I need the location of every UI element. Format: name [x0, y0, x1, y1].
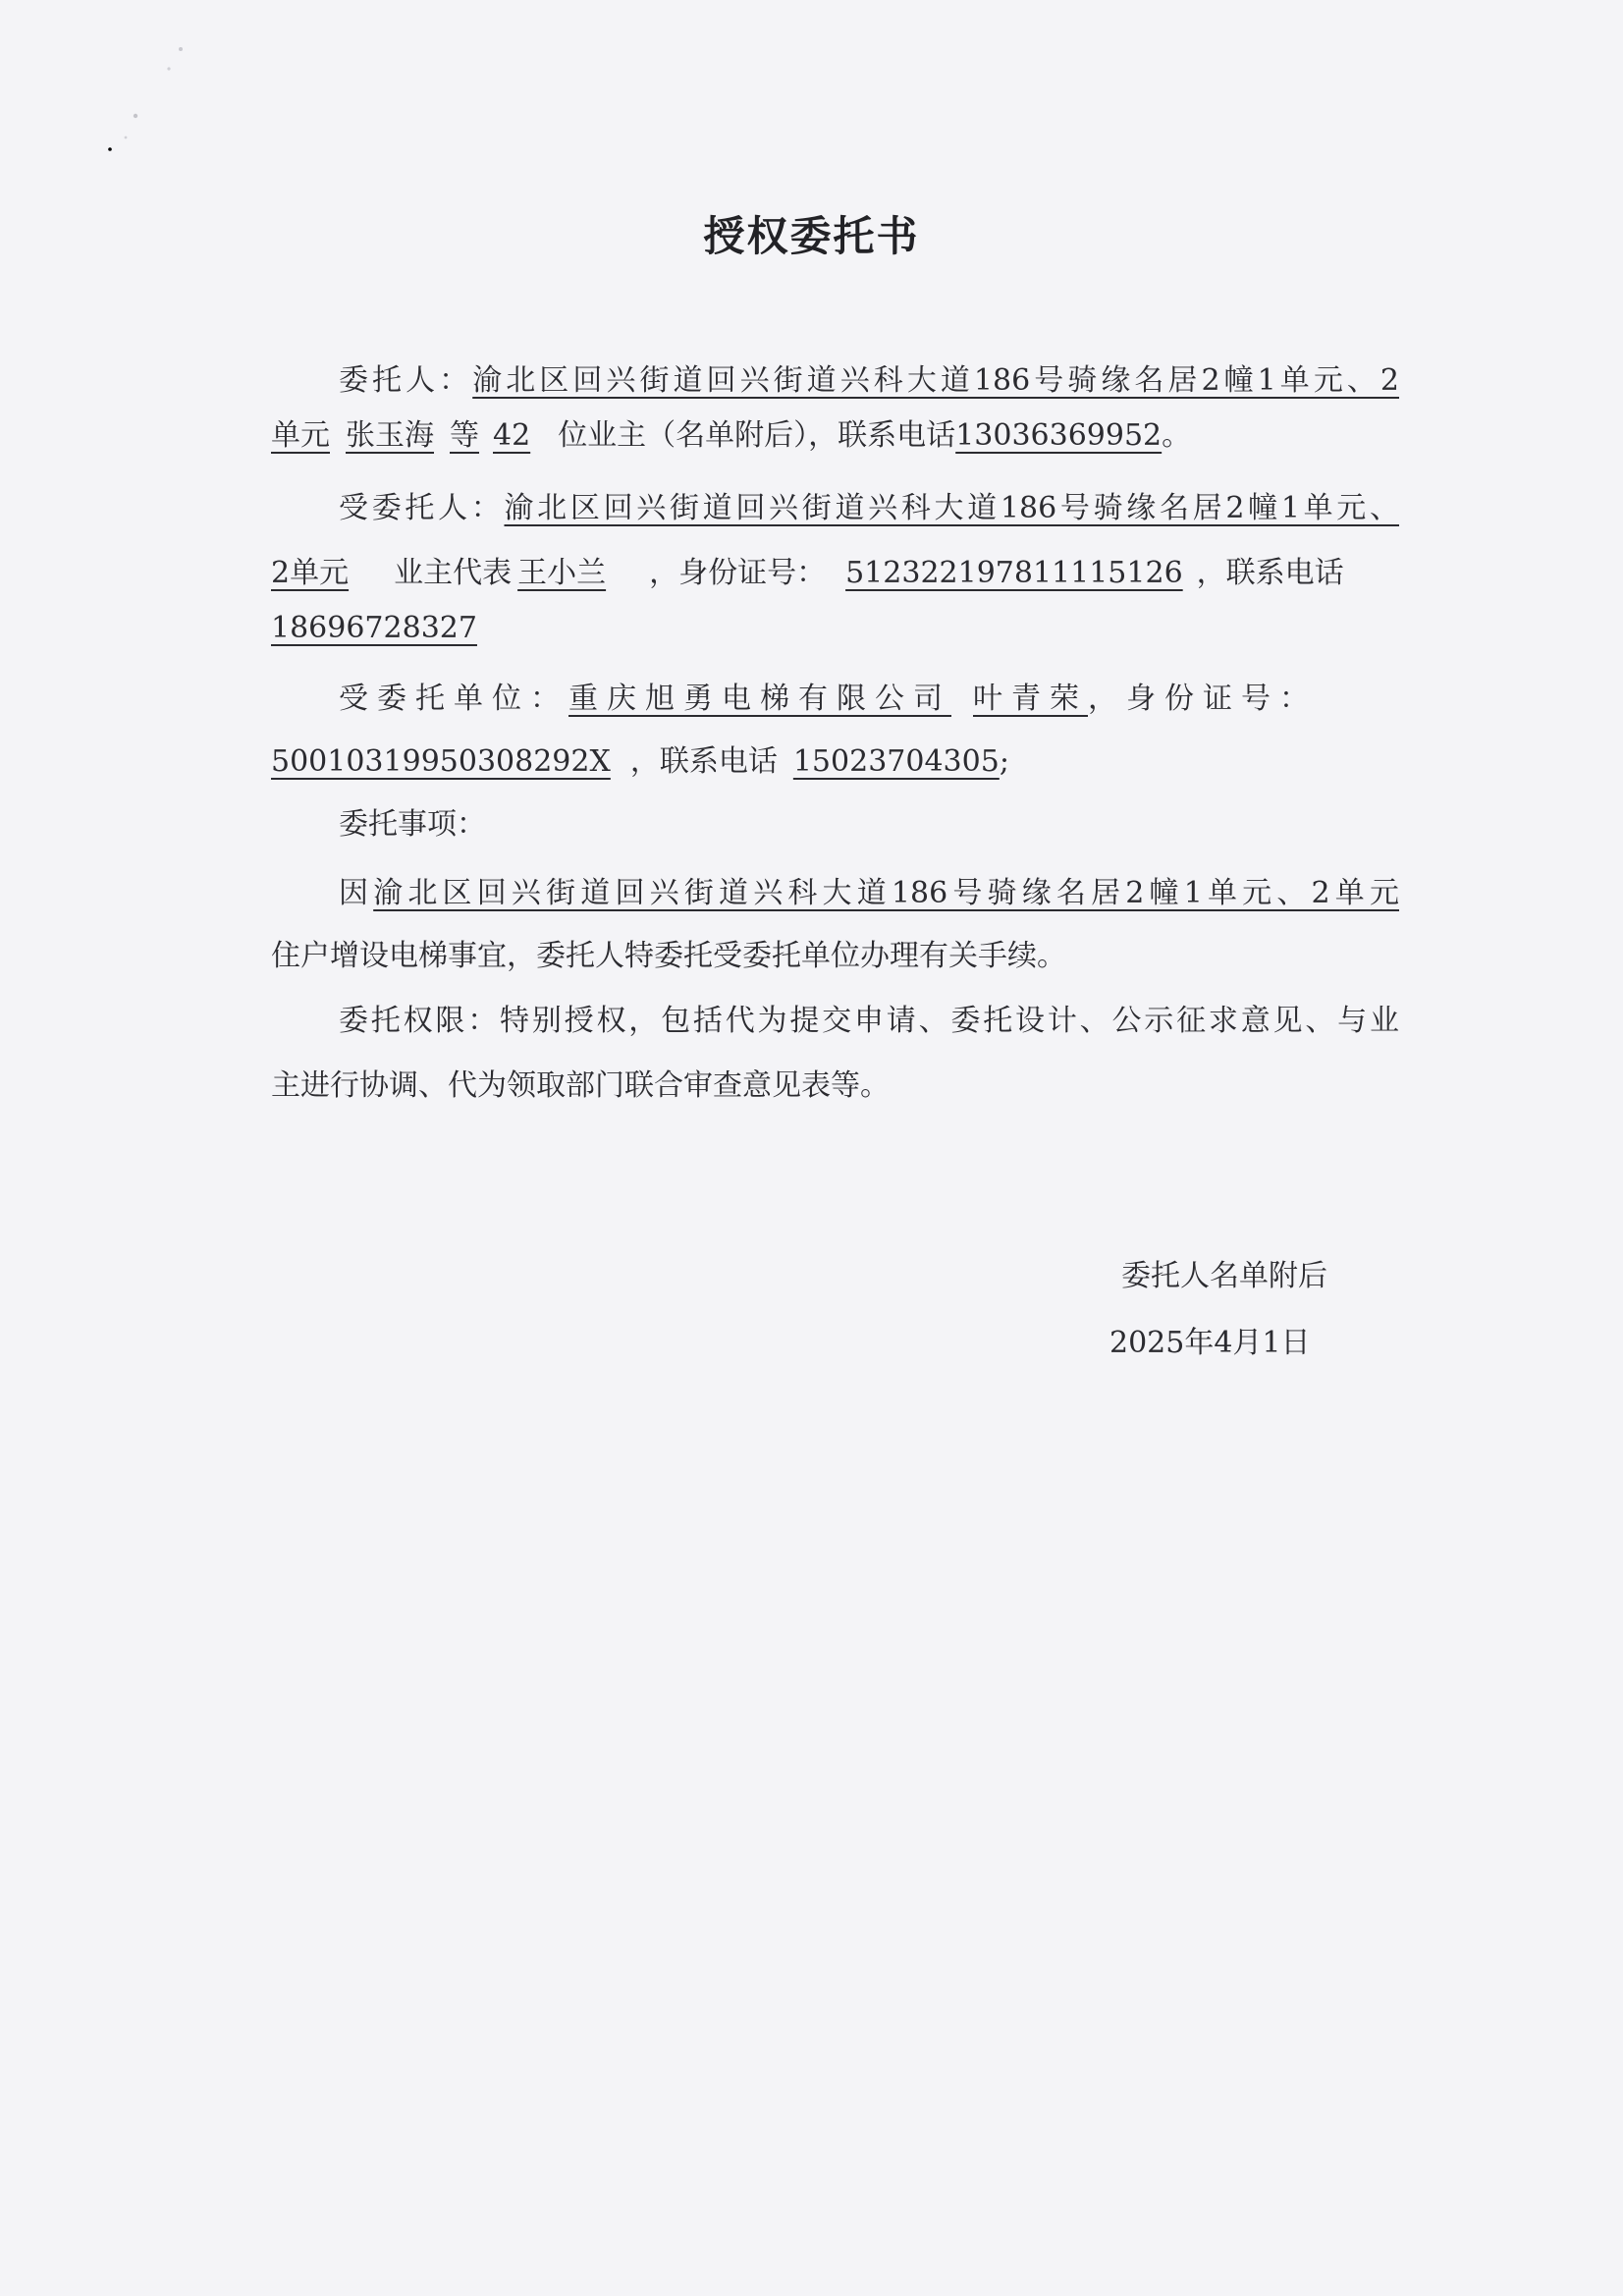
principal-line-2: 单元 张玉海 等 42 位业主（名单附后），联系电话13036369952。	[271, 418, 1192, 453]
principal-name: 张玉海	[346, 418, 434, 453]
principal-count: 42	[493, 418, 531, 453]
agent-unit-id-label: ，身份证号：	[1088, 682, 1318, 716]
agent-address: 渝北区回兴街道回兴街道兴科大道186号骑缘名居2幢1单元、	[504, 491, 1399, 525]
agent-unit-id-number: 50010319950308292X	[271, 744, 611, 779]
agent-phone-label: ，联系电话	[1196, 556, 1344, 590]
principal-phone: 13036369952	[955, 418, 1163, 453]
agent-id-number: 512322197811115126	[845, 556, 1183, 590]
agent-id-label: ，身份证号：	[649, 556, 827, 590]
agent-unit-line-2: 50010319950308292X ，联系电话 15023704305;	[271, 744, 1009, 779]
matters-address: 渝北区回兴街道回兴街道兴科大道186号骑缘名居2幢1单元、2单元	[373, 876, 1399, 910]
principal-owners-text: 位业主（名单附后），联系电话	[558, 418, 956, 453]
principal-address-cont: 单元 张玉海 等 42	[271, 418, 531, 453]
matters-prefix: 因	[339, 876, 374, 910]
scan-mark-icon	[96, 39, 204, 157]
matters-heading: 委托事项：	[339, 807, 486, 842]
principal-label: 委托人：	[339, 363, 473, 398]
agent-unit-line-1	[339, 678, 1318, 721]
principal-line-1	[339, 359, 1399, 403]
agent-rep-label: 业主代表	[394, 556, 513, 590]
agent-unit-person: 叶青荣	[973, 682, 1088, 716]
document-title: 授权委托书	[703, 212, 920, 260]
principal-address: 渝北区回兴街道回兴街道兴科大道186号骑缘名居2幢1单元、2	[472, 363, 1399, 398]
agent-unit-label: 受委托单位：	[339, 682, 568, 716]
agent-unit-phone-label: ，联系电话	[629, 744, 778, 779]
agent-address-cont: 2单元	[271, 556, 350, 590]
signature-date: 2025年4月1日	[1109, 1326, 1311, 1360]
agent-label: 受委托人：	[339, 491, 505, 525]
agent-name: 王小兰	[517, 556, 607, 590]
agent-unit-phone: 15023704305	[792, 744, 1000, 779]
signature-note: 委托人名单附后	[1121, 1259, 1327, 1293]
authority-line-2: 主进行协调、代为领取部门联合审查意见表等。	[271, 1068, 890, 1103]
authority-line-1: 委托权限：特别授权，包括代为提交申请、委托设计、公示征求意见、与业	[339, 1004, 1399, 1038]
agent-line-2	[271, 552, 1344, 595]
agent-phone: 18696728327	[271, 611, 477, 645]
agent-line-3	[271, 607, 487, 650]
matters-line-1	[339, 872, 1399, 915]
principal-deng: 等	[450, 418, 479, 453]
agent-unit-company: 重庆旭勇电梯有限公司 叶青荣	[568, 682, 1088, 716]
matters-line-2: 住户增设电梯事宜，委托人特委托受委托单位办理有关手续。	[271, 939, 1066, 973]
agent-line-1	[339, 487, 1399, 530]
